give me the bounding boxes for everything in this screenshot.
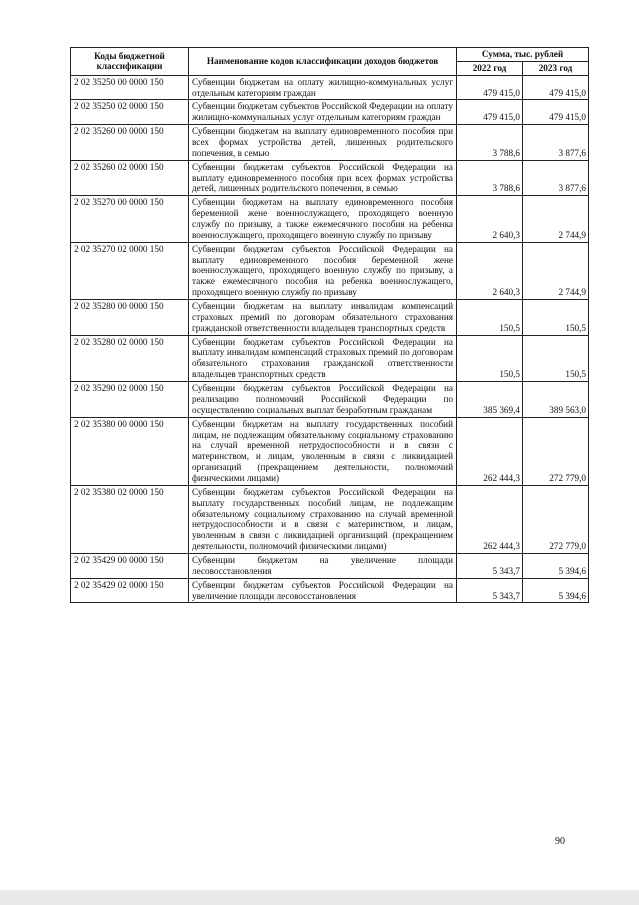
table-row [71, 242, 589, 299]
page-number: 90 [555, 836, 565, 847]
table-row [71, 75, 589, 100]
amount-2022-cell: 5 343,7 [457, 578, 523, 603]
code-cell: 2 02 35429 02 0000 150 [71, 578, 189, 603]
name-cell: Субвенции бюджетам на выплату инвалидам компенсаций страховых премий по договорам обязательного страхования гражданской ответственности владельцев транспортных средств [189, 300, 457, 336]
code-cell: 2 02 35429 00 0000 150 [71, 553, 189, 578]
code-cell: 2 02 35380 00 0000 150 [71, 417, 189, 485]
amount-2023-cell: 5 394,6 [523, 553, 589, 578]
amount-2022-cell: 2 640,3 [457, 242, 523, 299]
code-cell: 2 02 35250 02 0000 150 [71, 100, 189, 125]
amount-2022-cell: 150,5 [457, 335, 523, 381]
amount-2022-cell: 150,5 [457, 300, 523, 336]
amount-2023-cell: 2 744,9 [523, 242, 589, 299]
name-cell: Субвенции бюджетам на увеличение площади лесовосстановления [189, 553, 457, 578]
code-cell: 2 02 35250 00 0000 150 [71, 75, 189, 100]
table-row [71, 160, 589, 196]
code-cell: 2 02 35260 00 0000 150 [71, 125, 189, 161]
amount-2023-cell: 5 394,6 [523, 578, 589, 603]
code-cell: 2 02 35280 02 0000 150 [71, 335, 189, 381]
name-cell: Субвенции бюджетам субъектов Российской Федерации на реализацию полномочий Российской Федерации по осуществлению социальных выплат безработным гражданам [189, 382, 457, 418]
header-row [71, 48, 589, 62]
amount-2023-cell: 2 744,9 [523, 196, 589, 242]
amount-2022-cell: 479 415,0 [457, 100, 523, 125]
amount-2023-cell: 3 877,6 [523, 160, 589, 196]
table-row [71, 196, 589, 242]
name-cell: Субвенции бюджетам на выплату государственных пособий лицам, не подлежащим обязательному социальному страхованию на случай временной нетрудоспособности и в связи с материнством, и лицам, уволенным в связи с ликвидацией организаций (прекращением деятельности, полномочий физическими лицами) [189, 417, 457, 485]
amount-2022-cell: 385 369,4 [457, 382, 523, 418]
amount-2023-cell: 479 415,0 [523, 75, 589, 100]
amount-2023-cell: 150,5 [523, 335, 589, 381]
amount-2022-cell: 262 444,3 [457, 485, 523, 553]
code-cell: 2 02 35270 00 0000 150 [71, 196, 189, 242]
table-row [71, 300, 589, 336]
amount-2022-cell: 2 640,3 [457, 196, 523, 242]
name-cell: Субвенции бюджетам субъектов Российской Федерации на выплату инвалидам компенсаций страховых премий по договорам обязательного страхования гражданской ответственности владельцев транспортных средств [189, 335, 457, 381]
name-cell: Субвенции бюджетам на выплату единовременного пособия беременной жене военнослужащего, проходящего военную службу по призыву, а также ежемесячного пособия на ребенка военнослужащего, проходящего военную службу по призыву [189, 196, 457, 242]
scan-edge-strip [0, 890, 639, 905]
table-row [71, 125, 589, 161]
amount-2022-cell: 3 788,6 [457, 160, 523, 196]
header-name: Наименование кодов классификации доходов бюджетов [189, 48, 457, 76]
name-cell: Субвенции бюджетам субъектов Российской Федерации на увеличение площади лесовосстановления [189, 578, 457, 603]
table-row [71, 335, 589, 381]
code-cell: 2 02 35290 02 0000 150 [71, 382, 189, 418]
amount-2022-cell: 5 343,7 [457, 553, 523, 578]
table-row [71, 382, 589, 418]
name-cell: Субвенции бюджетам субъектов Российской Федерации на оплату жилищно-коммунальных услуг отдельным категориям граждан [189, 100, 457, 125]
code-cell: 2 02 35270 02 0000 150 [71, 242, 189, 299]
amount-2023-cell: 150,5 [523, 300, 589, 336]
code-cell: 2 02 35380 02 0000 150 [71, 485, 189, 553]
name-cell: Субвенции бюджетам субъектов Российской Федерации на выплату единовременного пособия при всех формах устройства детей, лишенных родительского попечения, в семью [189, 160, 457, 196]
header-codes: Коды бюджетной классификации [71, 48, 189, 76]
amount-2022-cell: 3 788,6 [457, 125, 523, 161]
code-cell: 2 02 35260 02 0000 150 [71, 160, 189, 196]
name-cell: Субвенции бюджетам на выплату единовременного пособия при всех формах устройства детей, лишенных родительского попечения, в семью [189, 125, 457, 161]
amount-2023-cell: 389 563,0 [523, 382, 589, 418]
name-cell: Субвенции бюджетам субъектов Российской Федерации на выплату единовременного пособия беременной жене военнослужащего, проходящего военную службу по призыву, а также ежемесячного пособия на ребенка военнослужащего, проходящего военную службу по призыву [189, 242, 457, 299]
name-cell: Субвенции бюджетам на оплату жилищно-коммунальных услуг отдельным категориям граждан [189, 75, 457, 100]
amount-2023-cell: 3 877,6 [523, 125, 589, 161]
table-row [71, 417, 589, 485]
amount-2023-cell: 272 779,0 [523, 417, 589, 485]
table-row [71, 485, 589, 553]
header-year-2023: 2023 год [523, 61, 589, 75]
header-year-2022: 2022 год [457, 61, 523, 75]
amount-2022-cell: 479 415,0 [457, 75, 523, 100]
amount-2022-cell: 262 444,3 [457, 417, 523, 485]
table-row [71, 578, 589, 603]
amount-2023-cell: 272 779,0 [523, 485, 589, 553]
budget-table [70, 47, 589, 603]
name-cell: Субвенции бюджетам субъектов Российской Федерации на выплату государственных пособий лицам, не подлежащим обязательному социальному страхованию на случай временной нетрудоспособности и в связи с материнством, и лицам, уволенным в связи с ликвидацией организаций (прекращением деятельности, полномочий физическими лицами) [189, 485, 457, 553]
table-row [71, 553, 589, 578]
code-cell: 2 02 35280 00 0000 150 [71, 300, 189, 336]
table-row [71, 100, 589, 125]
amount-2023-cell: 479 415,0 [523, 100, 589, 125]
header-sum: Сумма, тыс. рублей [457, 48, 589, 62]
